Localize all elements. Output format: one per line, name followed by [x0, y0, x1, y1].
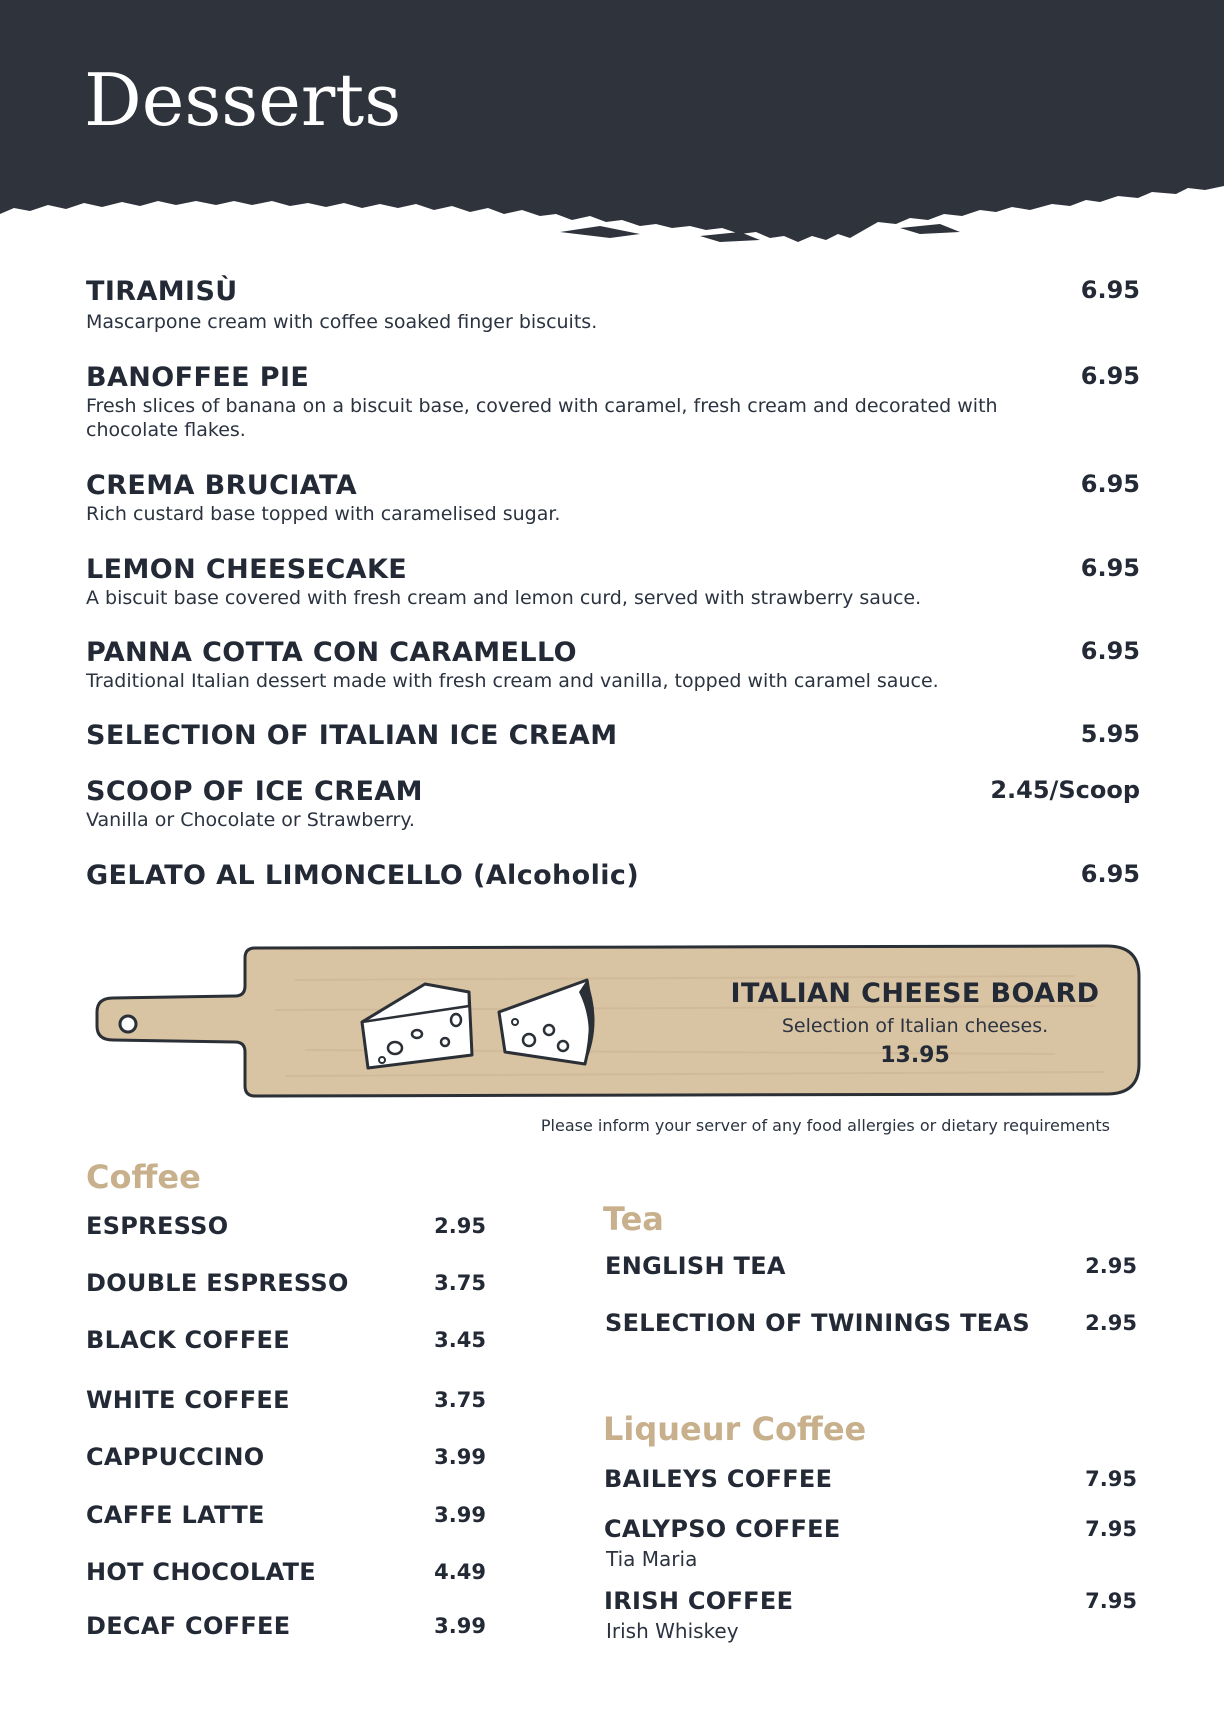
coffee-name: CAFFE LATTE	[86, 1501, 265, 1529]
coffee-name: WHITE COFFEE	[86, 1386, 290, 1414]
tea-name: ENGLISH TEA	[605, 1252, 786, 1280]
dessert-price: 6.95	[1080, 362, 1140, 390]
dessert-name: LEMON CHEESECAKE	[86, 554, 408, 585]
cheese-board-card	[95, 940, 1145, 1110]
coffee-item	[86, 1443, 486, 1473]
coffee-price: 2.95	[434, 1214, 486, 1238]
allergy-note: Please inform your server of any food allergies or dietary requirements	[540, 1116, 1110, 1135]
tea-item	[605, 1309, 1137, 1339]
dessert-name: SCOOP OF ICE CREAM	[86, 776, 423, 807]
dessert-description: A biscuit base covered with fresh cream and lemon curd, served with strawberry sauce.	[86, 587, 922, 609]
coffee-name: DECAF COFFEE	[86, 1612, 291, 1640]
coffee-price: 3.99	[434, 1614, 486, 1638]
liqueur-price: 7.95	[1085, 1589, 1137, 1613]
coffee-item	[86, 1386, 486, 1416]
coffee-item	[86, 1326, 486, 1356]
dessert-price: 6.95	[1080, 276, 1140, 304]
dessert-price: 6.95	[1080, 470, 1140, 498]
liqueur-subtitle: Irish Whiskey	[606, 1619, 739, 1643]
dessert-item	[86, 470, 1140, 530]
coffee-price: 3.45	[434, 1328, 486, 1352]
coffee-item	[86, 1501, 486, 1531]
dessert-name: CREMA BRUCIATA	[86, 470, 357, 501]
dessert-item	[86, 720, 1140, 756]
page-title: Desserts	[84, 58, 402, 142]
dessert-price: 6.95	[1080, 554, 1140, 582]
dessert-name: GELATO AL LIMONCELLO (Alcoholic)	[86, 860, 640, 891]
cheese-board-price: 13.95	[880, 1043, 950, 1068]
tea-section-title: Tea	[603, 1200, 664, 1238]
coffee-section-title: Coffee	[86, 1158, 201, 1196]
dessert-price: 2.45/Scoop	[990, 776, 1140, 804]
dessert-name: BANOFFEE PIE	[86, 362, 310, 393]
coffee-item	[86, 1612, 486, 1642]
tea-price: 2.95	[1085, 1311, 1137, 1335]
liqueur-name: CALYPSO COFFEE	[604, 1515, 841, 1543]
coffee-price: 3.99	[434, 1503, 486, 1527]
dessert-item	[86, 362, 1140, 446]
liqueur-name: BAILEYS COFFEE	[604, 1465, 833, 1493]
dessert-price: 5.95	[1080, 720, 1140, 748]
liqueur-item	[604, 1587, 1137, 1647]
tea-item	[605, 1252, 1137, 1282]
cheese-board-title: ITALIAN CHEESE BOARD	[730, 978, 1100, 1009]
liqueur-item	[604, 1465, 1137, 1495]
dessert-description: Mascarpone cream with coffee soaked finger biscuits.	[86, 311, 598, 333]
coffee-name: CAPPUCCINO	[86, 1443, 265, 1471]
cheese-board-text	[715, 978, 1115, 1068]
liqueur-price: 7.95	[1085, 1517, 1137, 1541]
tea-price: 2.95	[1085, 1254, 1137, 1278]
dessert-description: Fresh slices of banana on a biscuit base, covered with caramel, fresh cream and decorated with chocolate flakes.	[86, 395, 998, 441]
liqueur-item	[604, 1515, 1137, 1575]
header-banner	[0, 0, 1224, 250]
coffee-price: 3.99	[434, 1445, 486, 1469]
dessert-item	[86, 554, 1140, 614]
dessert-description: Vanilla or Chocolate or Strawberry.	[86, 809, 415, 831]
coffee-price: 3.75	[434, 1271, 486, 1295]
dessert-name: SELECTION OF ITALIAN ICE CREAM	[86, 720, 618, 751]
coffee-name: ESPRESSO	[86, 1212, 229, 1240]
dessert-name: PANNA COTTA CON CARAMELLO	[86, 637, 577, 668]
coffee-item	[86, 1558, 486, 1588]
dessert-item	[86, 776, 1140, 836]
coffee-name: BLACK COFFEE	[86, 1326, 290, 1354]
coffee-item	[86, 1212, 486, 1242]
coffee-name: HOT CHOCOLATE	[86, 1558, 317, 1586]
liqueur-subtitle: Tia Maria	[606, 1547, 698, 1571]
dessert-description: Traditional Italian dessert made with fresh cream and vanilla, topped with caramel sauce.	[86, 670, 939, 692]
dessert-name: TIRAMISÙ	[86, 276, 238, 307]
coffee-price: 3.75	[434, 1388, 486, 1412]
liqueur-name: IRISH COFFEE	[604, 1587, 794, 1615]
dessert-item	[86, 276, 1140, 336]
dessert-price: 6.95	[1080, 860, 1140, 888]
coffee-price: 4.49	[434, 1560, 486, 1584]
dessert-price: 6.95	[1080, 637, 1140, 665]
tea-name: SELECTION OF TWININGS TEAS	[605, 1309, 1030, 1337]
liqueur-price: 7.95	[1085, 1467, 1137, 1491]
liqueur-section-title: Liqueur Coffee	[603, 1410, 867, 1448]
cheese-board-description: Selection of Italian cheeses.	[781, 1015, 1049, 1037]
dessert-description: Rich custard base topped with caramelised sugar.	[86, 503, 561, 525]
dessert-item	[86, 860, 1140, 896]
coffee-item	[86, 1269, 486, 1299]
coffee-name: DOUBLE ESPRESSO	[86, 1269, 349, 1297]
dessert-item	[86, 637, 1140, 697]
